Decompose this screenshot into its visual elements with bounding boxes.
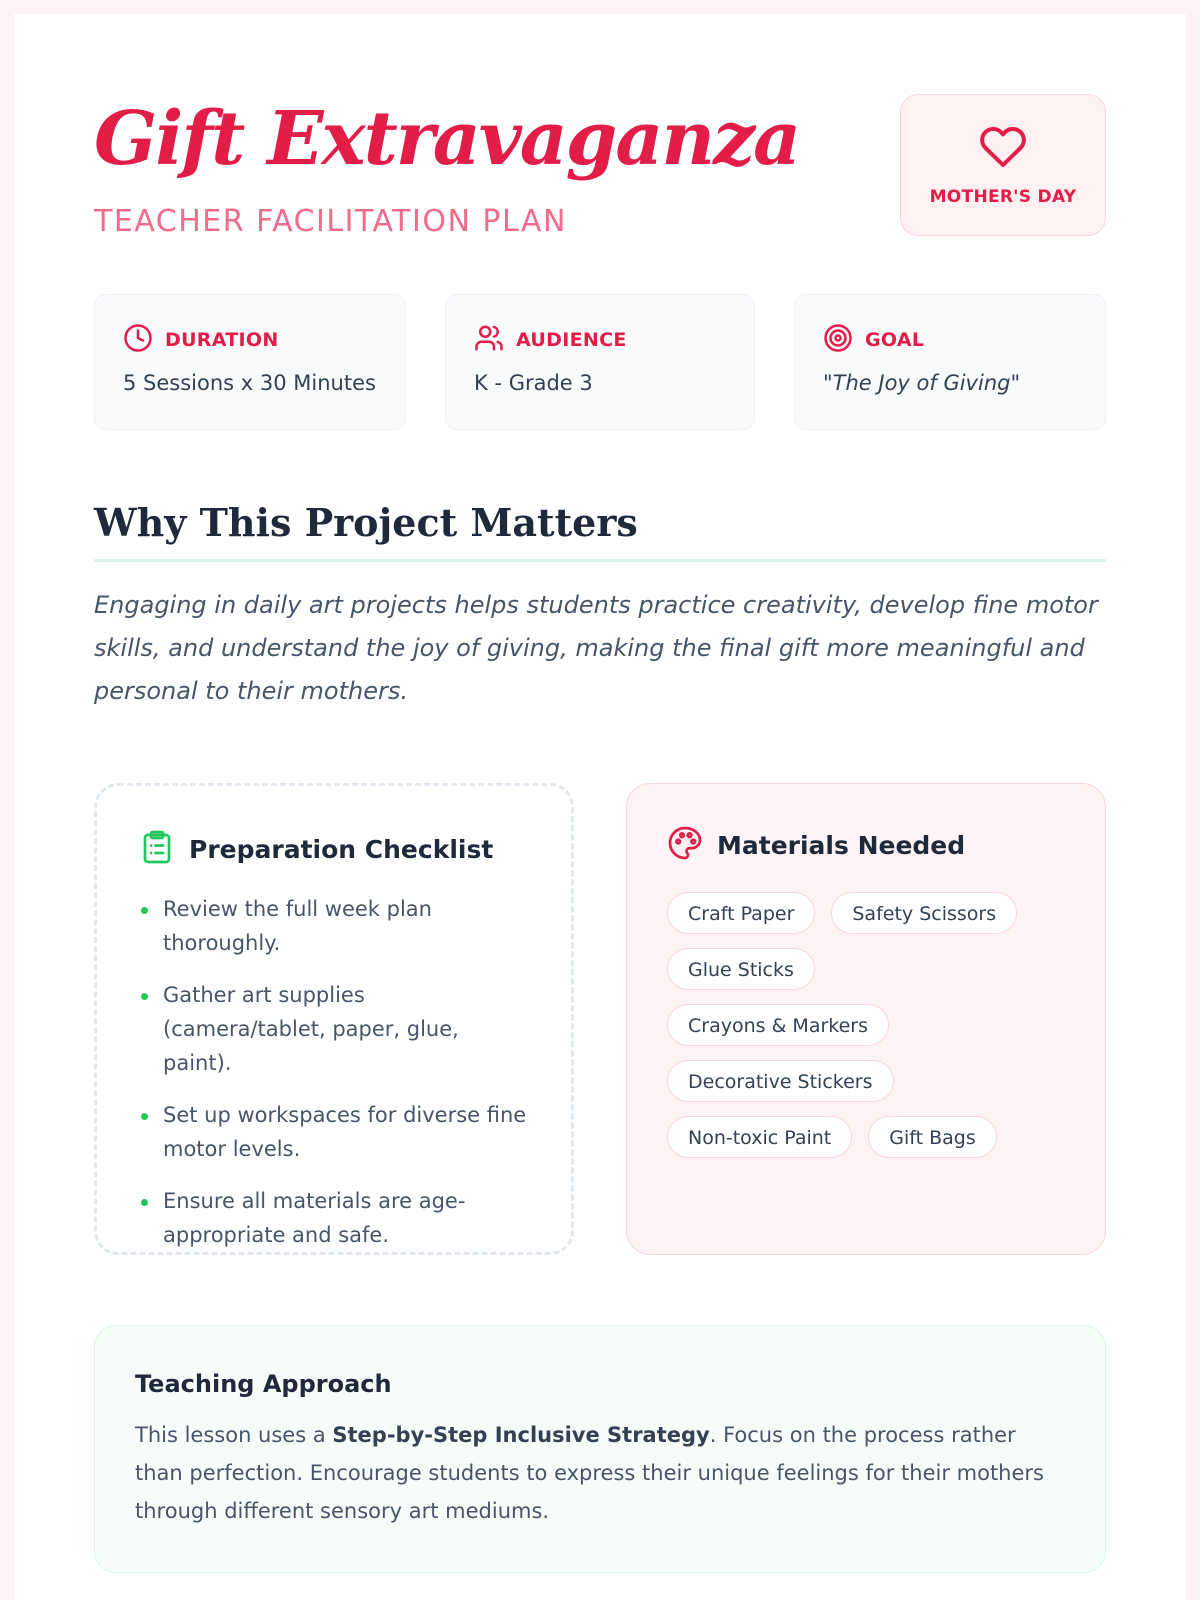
info-cards bbox=[94, 294, 1106, 430]
list-item: Set up workspaces for diverse fine motor levels. bbox=[139, 1098, 531, 1166]
list-item: Review the full week plan thoroughly. bbox=[139, 892, 531, 960]
preparation-checklist bbox=[94, 783, 574, 1255]
material-chip: Non-toxic Paint bbox=[667, 1116, 852, 1158]
why-paragraph: Engaging in daily art projects helps students practice creativity, develop fine motor skills, and understand the joy of giving, making the final gift more meaningful and personal to their mothers. bbox=[94, 591, 1098, 705]
material-chip: Craft Paper bbox=[667, 892, 815, 934]
target-icon bbox=[823, 323, 853, 357]
palette-icon bbox=[667, 824, 703, 866]
heart-icon bbox=[978, 123, 1028, 175]
material-chip: Glue Sticks bbox=[667, 948, 815, 990]
checklist-items bbox=[139, 892, 531, 1252]
info-value: K - Grade 3 bbox=[474, 371, 593, 395]
section-title-why: Why This Project Matters bbox=[94, 500, 1106, 562]
info-label: AUDIENCE bbox=[516, 329, 627, 351]
materials-chips bbox=[667, 892, 1047, 1158]
info-value: "The Joy of Giving" bbox=[823, 371, 1021, 395]
page-title: Gift Extravaganza bbox=[94, 96, 800, 182]
panel-title: Preparation Checklist bbox=[189, 834, 494, 864]
material-chip: Decorative Stickers bbox=[667, 1060, 894, 1102]
approach-strategy: Step-by-Step Inclusive Strategy bbox=[332, 1423, 710, 1447]
clock-icon bbox=[123, 323, 153, 357]
info-card-audience bbox=[445, 294, 755, 430]
approach-title: Teaching Approach bbox=[135, 1370, 392, 1398]
page-subtitle: TEACHER FACILITATION PLAN bbox=[94, 204, 567, 239]
approach-text-end: . Focus on the process rather than perfection. Encourage students to express their unique feelings for their mothers through different sensory art mediums. bbox=[135, 1423, 1044, 1523]
header bbox=[94, 14, 1106, 264]
users-icon bbox=[474, 323, 504, 357]
approach-text bbox=[135, 1416, 1065, 1530]
clipboard-icon bbox=[139, 828, 175, 870]
document-page bbox=[14, 14, 1186, 1600]
list-item: Ensure all materials are age-appropriate and safe. bbox=[139, 1184, 531, 1252]
occasion-badge bbox=[900, 94, 1106, 236]
info-value: 5 Sessions x 30 Minutes bbox=[123, 371, 376, 395]
material-chip: Safety Scissors bbox=[831, 892, 1017, 934]
info-label: DURATION bbox=[165, 329, 279, 351]
badge-label: MOTHER'S DAY bbox=[929, 187, 1077, 207]
material-chip: Gift Bags bbox=[868, 1116, 996, 1158]
panels-row bbox=[94, 783, 1106, 1255]
list-item: Gather art supplies (camera/tablet, paper, glue, paint). bbox=[139, 978, 531, 1080]
info-label: GOAL bbox=[865, 329, 925, 351]
panel-title: Materials Needed bbox=[717, 830, 966, 860]
materials-needed bbox=[626, 783, 1106, 1255]
approach-text-start: This lesson uses a bbox=[135, 1423, 333, 1447]
material-chip: Crayons & Markers bbox=[667, 1004, 889, 1046]
info-card-duration bbox=[94, 294, 406, 430]
teaching-approach bbox=[94, 1325, 1106, 1573]
info-card-goal bbox=[794, 294, 1106, 430]
